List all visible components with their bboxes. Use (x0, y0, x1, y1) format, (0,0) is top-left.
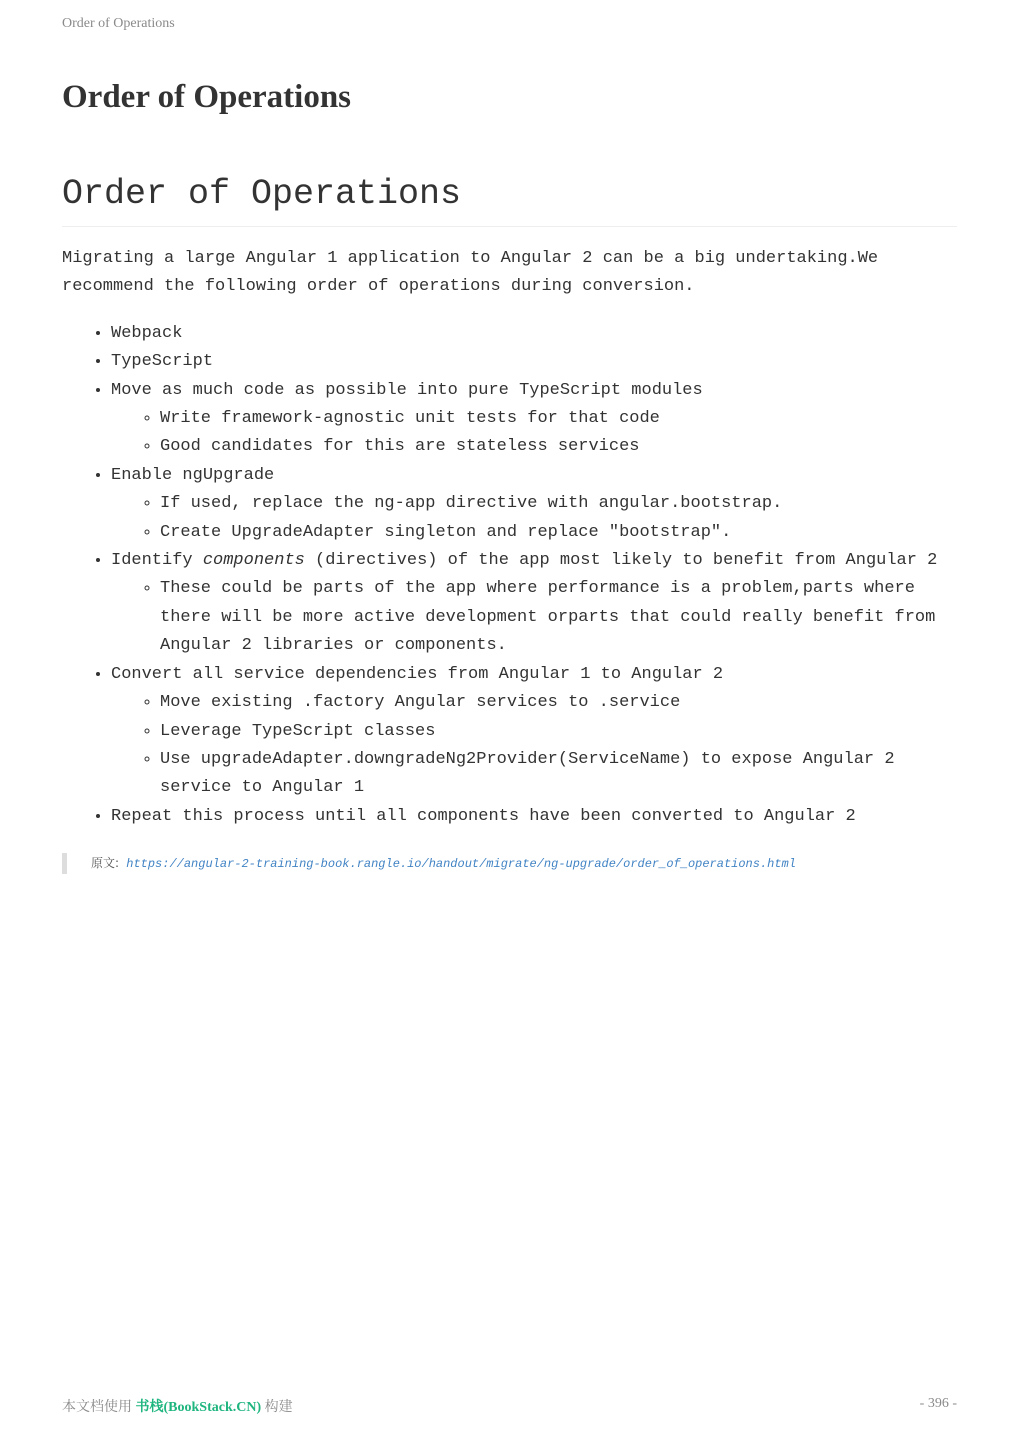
list-item-text: Repeat this process until all components have been converted to Angular 2 (111, 806, 856, 826)
sub-list-item (160, 718, 957, 746)
footer-prefix: 本文档使用 (62, 1400, 132, 1415)
list-item (111, 547, 957, 661)
list-item-suffix: (directives) of the app most likely to benefit from Angular 2 (304, 551, 938, 571)
list-item-text: Convert all service dependencies from Angular 1 to Angular 2 (111, 664, 724, 684)
list-item-text: Enable ngUpgrade (111, 465, 275, 485)
sub-list-item-text: Move existing .factory Angular services to .service (160, 693, 681, 713)
sub-list-item-text: Create UpgradeAdapter singleton and replace "bootstrap". (160, 522, 732, 542)
footer-credit (62, 1396, 293, 1416)
sub-list-item (160, 405, 957, 433)
sub-list-item (160, 575, 957, 660)
running-header: Order of Operations (62, 16, 175, 31)
source-link[interactable]: https://angular-2-training-book.rangle.io/handout/migrate/ng-upgrade/order_of_operations.html (126, 857, 796, 872)
list-item-text: Webpack (111, 323, 183, 343)
list-item (111, 348, 957, 376)
source-label: 原文: (91, 856, 120, 871)
footer-suffix: 构建 (264, 1400, 293, 1415)
sub-list (111, 575, 957, 660)
sub-list (111, 490, 957, 547)
footer-brand-link[interactable]: 书栈(BookStack.CN) (135, 1400, 262, 1415)
list-item (111, 661, 957, 803)
page-number: - 396 - (919, 1396, 957, 1411)
components-emphasis: components (202, 551, 305, 571)
list-item (111, 377, 957, 462)
chapter-title: Order of Operations (62, 79, 352, 115)
sub-list-item-text: Write framework-agnostic unit tests for that code (160, 409, 660, 429)
list-item-text: TypeScript (111, 352, 214, 372)
document-content (62, 172, 957, 874)
list-item (111, 803, 957, 831)
sub-list-item (160, 490, 957, 518)
sub-list-item (160, 433, 957, 461)
sub-list-item (160, 519, 957, 547)
sub-list-item-text: These could be parts of the app where performance is a problem,parts where there will be more active development orparts that could really benefit from Angular 2 libraries or components. (160, 579, 936, 656)
list-item-text: Move as much code as possible into pure TypeScript modules (111, 380, 703, 400)
list-item-prefix: Identify (111, 551, 203, 571)
intro-paragraph: Migrating a large Angular 1 application to Angular 2 can be a big undertaking.We recommend the following order of operations during conversion. (62, 249, 879, 297)
sub-list-item-text: Use upgradeAdapter.downgradeNg2Provider(ServiceName) to expose Angular 2 service to Angular 1 (160, 749, 895, 798)
sub-list (111, 405, 957, 462)
list-item (111, 462, 957, 547)
section-title: Order of Operations (62, 172, 957, 227)
list-item (111, 320, 957, 348)
sub-list-item (160, 746, 957, 803)
source-blockquote (62, 853, 957, 874)
sub-list-item-text: Good candidates for this are stateless services (160, 437, 640, 457)
sub-list-item (160, 689, 957, 717)
sub-list-item-text: If used, replace the ng-app directive with angular.bootstrap. (160, 494, 783, 514)
sub-list (111, 689, 957, 803)
sub-list-item-text: Leverage TypeScript classes (160, 721, 436, 741)
operations-list (62, 320, 957, 831)
